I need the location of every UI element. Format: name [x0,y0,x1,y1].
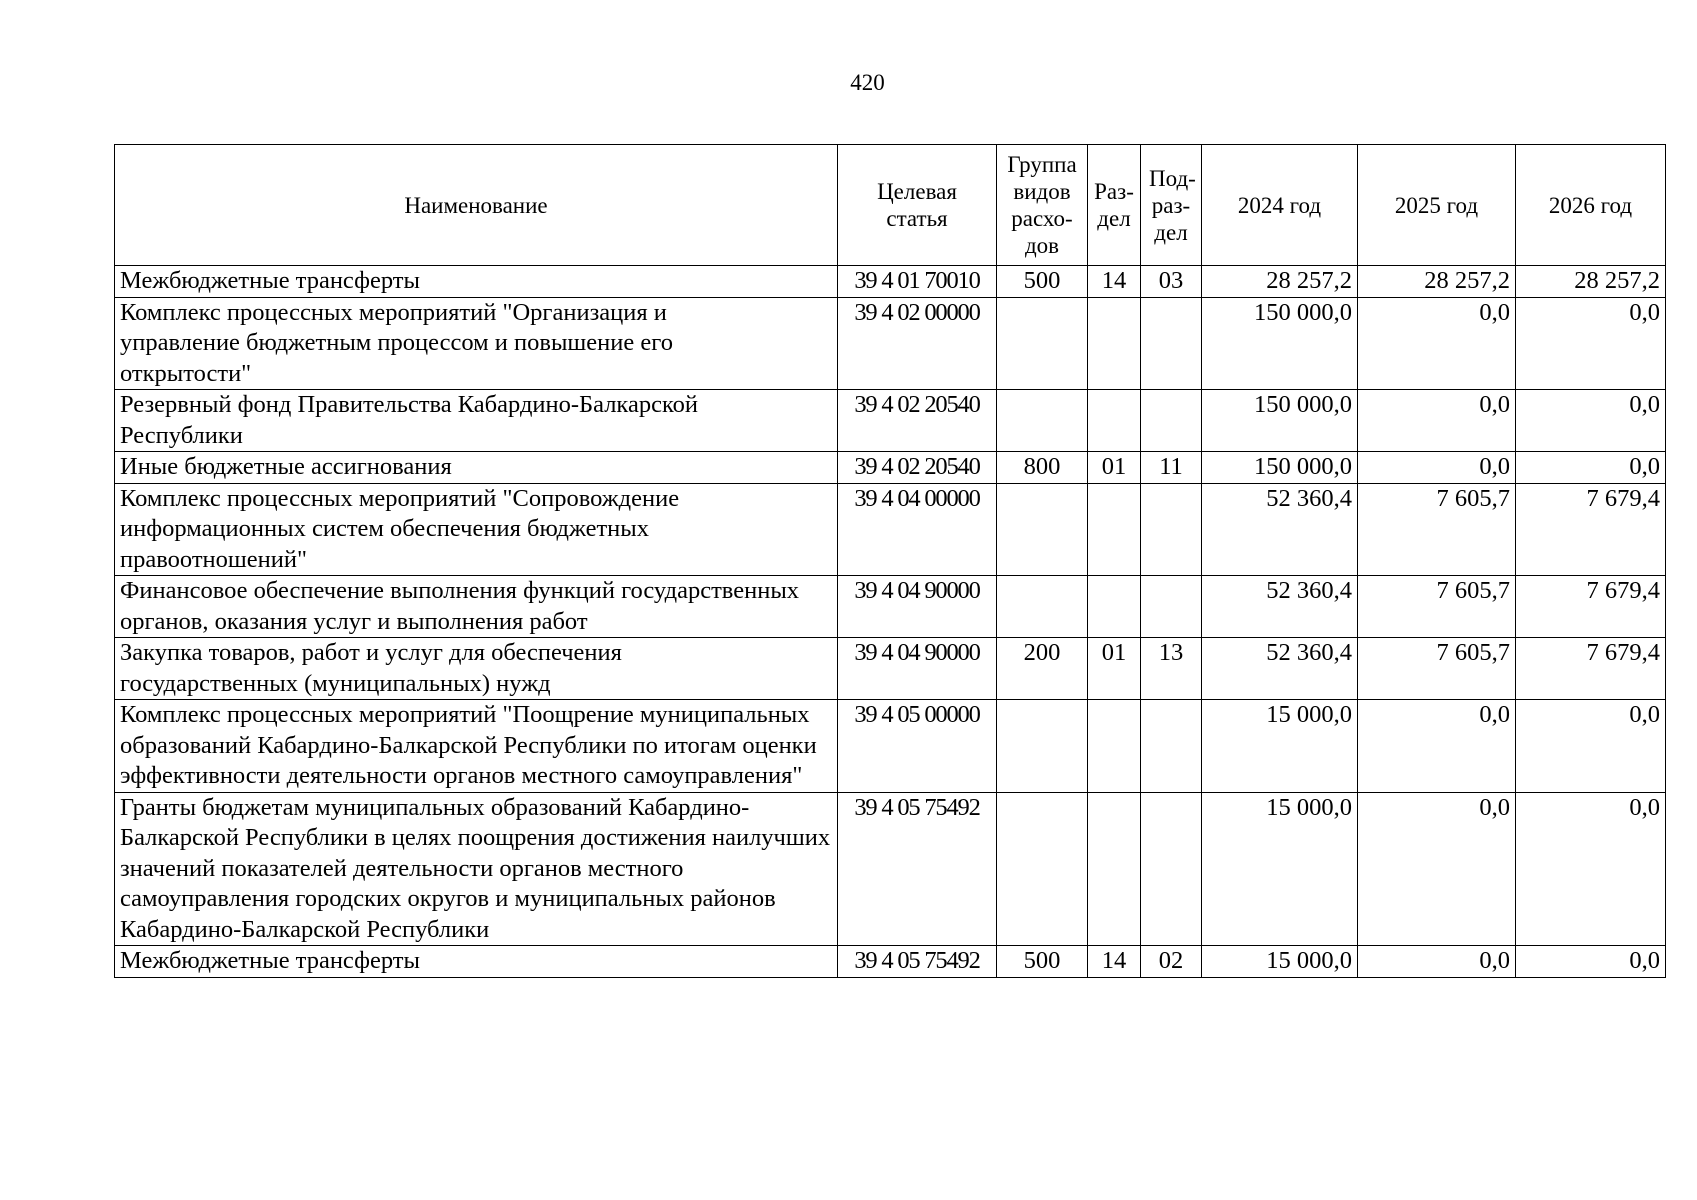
row-target-article: 39 4 05 75492 [838,946,997,978]
header-subsection: Под-раз-дел [1141,145,1202,266]
row-expense-group [997,792,1088,946]
row-amount-2024: 52 360,4 [1202,638,1358,700]
header-year-2025: 2025 год [1358,145,1516,266]
row-amount-2026: 0,0 [1516,452,1666,484]
row-name: Иные бюджетные ассигнования [115,452,838,484]
row-expense-group: 500 [997,946,1088,978]
row-amount-2026: 28 257,2 [1516,266,1666,298]
row-amount-2026: 7 679,4 [1516,576,1666,638]
row-name: Комплекс процессных мероприятий "Организация и управление бюджетным процессом и повышение его открытости" [115,297,838,390]
row-amount-2026: 7 679,4 [1516,483,1666,576]
row-amount-2026: 0,0 [1516,946,1666,978]
row-subsection [1141,792,1202,946]
row-amount-2025: 7 605,7 [1358,483,1516,576]
row-section: 01 [1088,452,1141,484]
row-subsection [1141,576,1202,638]
row-target-article: 39 4 05 00000 [838,700,997,793]
header-year-2024: 2024 год [1202,145,1358,266]
row-section [1088,792,1141,946]
table-row [115,700,1666,793]
row-amount-2025: 0,0 [1358,297,1516,390]
row-amount-2024: 15 000,0 [1202,792,1358,946]
row-section [1088,576,1141,638]
row-amount-2024: 28 257,2 [1202,266,1358,298]
row-subsection [1141,297,1202,390]
table-row [115,483,1666,576]
row-amount-2026: 0,0 [1516,390,1666,452]
row-expense-group [997,483,1088,576]
row-amount-2024: 150 000,0 [1202,297,1358,390]
row-target-article: 39 4 04 90000 [838,576,997,638]
row-expense-group: 500 [997,266,1088,298]
row-target-article: 39 4 04 90000 [838,638,997,700]
row-expense-group [997,576,1088,638]
row-amount-2026: 0,0 [1516,297,1666,390]
row-amount-2024: 15 000,0 [1202,946,1358,978]
table-row [115,452,1666,484]
row-amount-2025: 0,0 [1358,792,1516,946]
row-amount-2026: 7 679,4 [1516,638,1666,700]
table-header-row [115,145,1666,266]
row-target-article: 39 4 02 20540 [838,452,997,484]
table-row [115,792,1666,946]
row-name: Комплекс процессных мероприятий "Сопровождение информационных систем обеспечения бюджетных правоотношений" [115,483,838,576]
header-target-article: Целевая статья [838,145,997,266]
row-section [1088,390,1141,452]
row-name: Межбюджетные трансферты [115,946,838,978]
budget-table [114,144,1666,978]
row-section: 01 [1088,638,1141,700]
row-subsection: 02 [1141,946,1202,978]
row-section [1088,297,1141,390]
row-amount-2024: 15 000,0 [1202,700,1358,793]
row-expense-group [997,390,1088,452]
row-section [1088,700,1141,793]
row-amount-2024: 52 360,4 [1202,576,1358,638]
table-row [115,638,1666,700]
row-name: Гранты бюджетам муниципальных образований Кабардино-Балкарской Республики в целях поощрения достижения наилучших значений показателей деятельности органов местного самоуправления городских округов и муниципальных районов Кабардино-Балкарской Республики [115,792,838,946]
row-subsection [1141,700,1202,793]
row-section [1088,483,1141,576]
row-subsection: 13 [1141,638,1202,700]
row-amount-2025: 28 257,2 [1358,266,1516,298]
row-amount-2025: 0,0 [1358,390,1516,452]
row-amount-2025: 0,0 [1358,946,1516,978]
row-amount-2025: 0,0 [1358,452,1516,484]
row-expense-group: 200 [997,638,1088,700]
row-subsection: 03 [1141,266,1202,298]
row-name: Межбюджетные трансферты [115,266,838,298]
page-number: 420 [850,70,885,95]
header-section: Раз-дел [1088,145,1141,266]
header-name: Наименование [115,145,838,266]
row-amount-2024: 52 360,4 [1202,483,1358,576]
row-target-article: 39 4 02 20540 [838,390,997,452]
row-amount-2025: 0,0 [1358,700,1516,793]
table-row [115,576,1666,638]
table-row [115,297,1666,390]
row-name: Финансовое обеспечение выполнения функций государственных органов, оказания услуг и выполнения работ [115,576,838,638]
row-target-article: 39 4 04 00000 [838,483,997,576]
table-row [115,266,1666,298]
row-expense-group [997,700,1088,793]
row-amount-2025: 7 605,7 [1358,638,1516,700]
row-amount-2025: 7 605,7 [1358,576,1516,638]
row-amount-2024: 150 000,0 [1202,452,1358,484]
row-name: Комплекс процессных мероприятий "Поощрение муниципальных образований Кабардино-Балкарской Республики по итогам оценки эффективности деятельности органов местного самоуправления" [115,700,838,793]
header-expense-group: Группа видов расхо-дов [997,145,1088,266]
row-name: Резервный фонд Правительства Кабардино-Балкарской Республики [115,390,838,452]
row-amount-2024: 150 000,0 [1202,390,1358,452]
row-target-article: 39 4 05 75492 [838,792,997,946]
table-row [115,390,1666,452]
row-amount-2026: 0,0 [1516,792,1666,946]
row-subsection: 11 [1141,452,1202,484]
row-target-article: 39 4 01 70010 [838,266,997,298]
row-section: 14 [1088,946,1141,978]
table-row [115,946,1666,978]
header-year-2026: 2026 год [1516,145,1666,266]
row-target-article: 39 4 02 00000 [838,297,997,390]
row-subsection [1141,390,1202,452]
row-section: 14 [1088,266,1141,298]
row-expense-group: 800 [997,452,1088,484]
row-name: Закупка товаров, работ и услуг для обеспечения государственных (муниципальных) нужд [115,638,838,700]
row-amount-2026: 0,0 [1516,700,1666,793]
row-expense-group [997,297,1088,390]
row-subsection [1141,483,1202,576]
